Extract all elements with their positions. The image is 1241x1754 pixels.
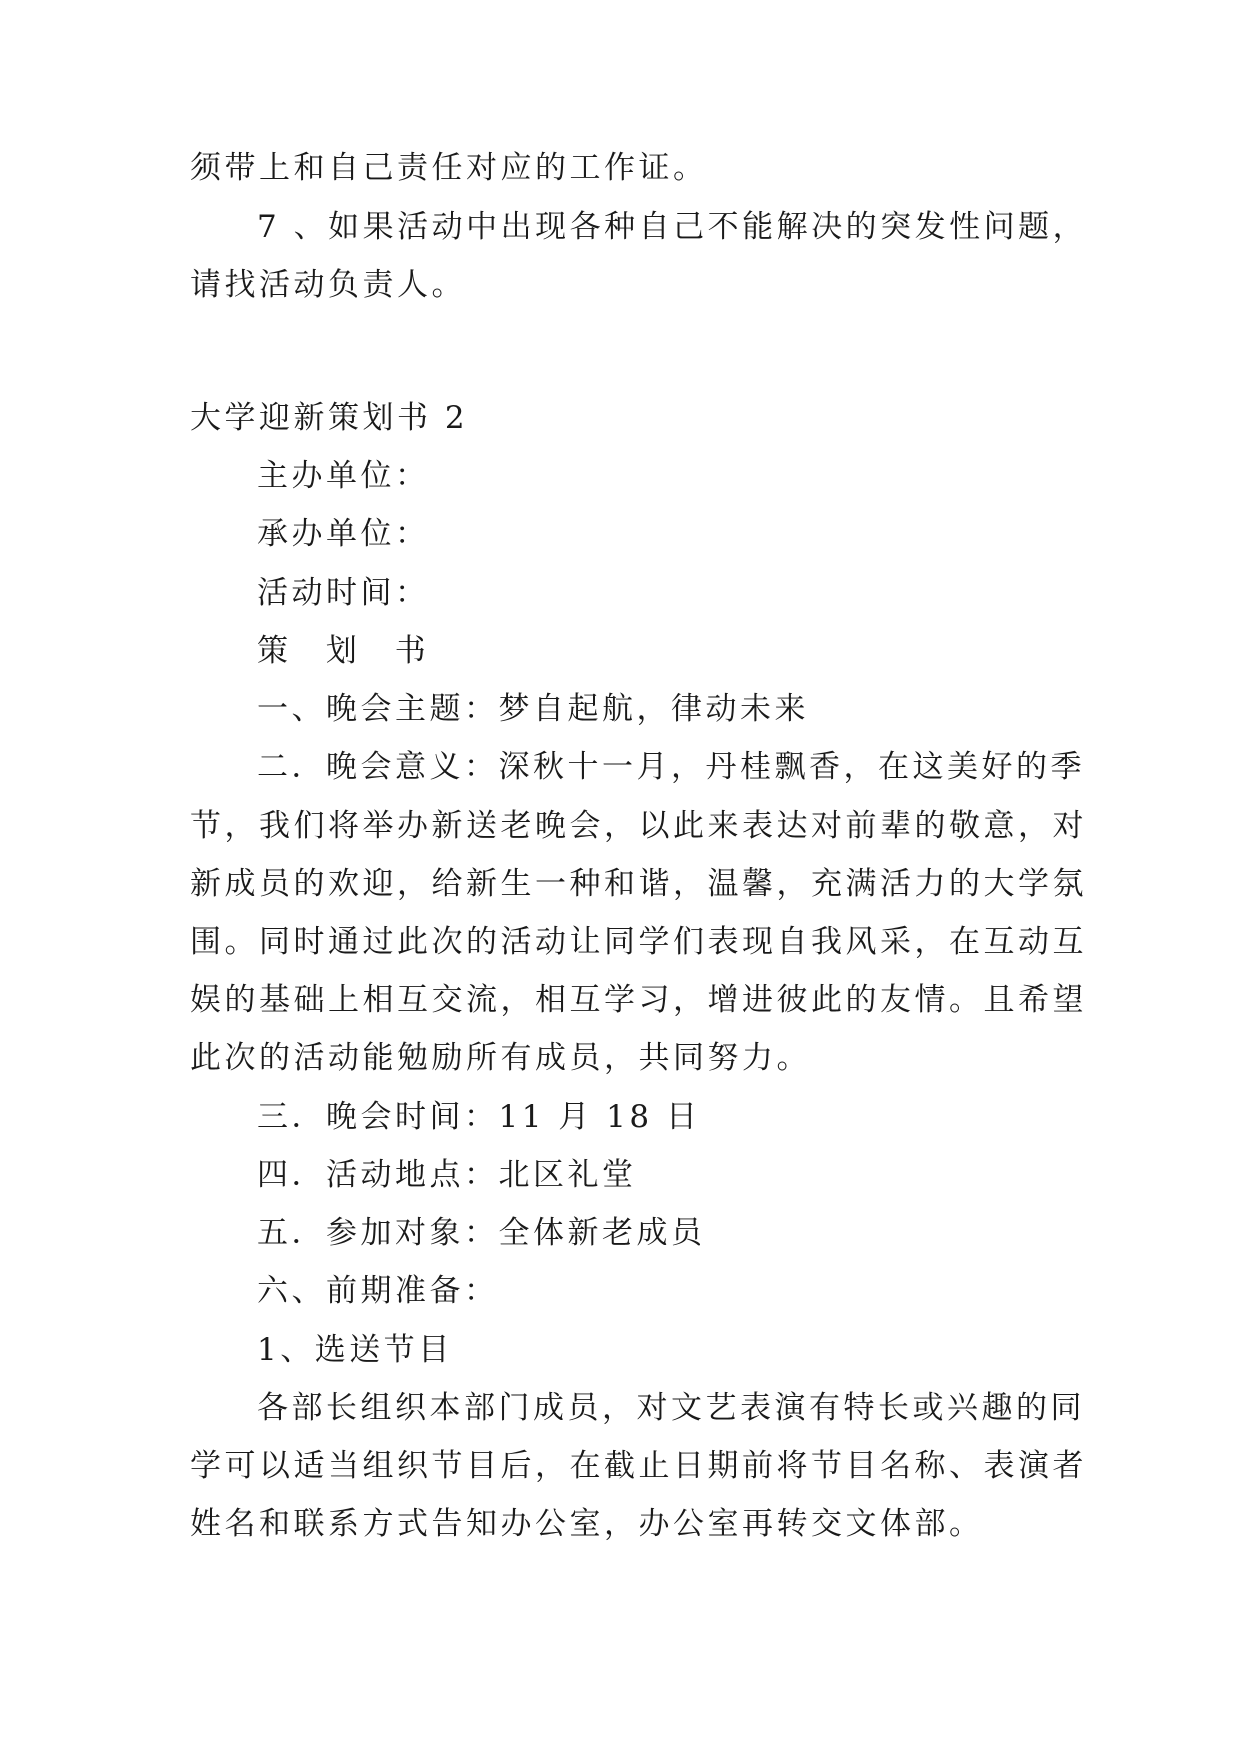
item-significance: 二．晚会意义：深秋十一月，丹桂飘香，在这美好的季 [257, 749, 1085, 785]
paragraph-line: 姓名和联系方式告知办公室，办公室再转交文体部。 [190, 1506, 984, 1542]
section-title: 大学迎新策划书 2 [190, 400, 469, 436]
item-participants: 五．参加对象：全体新老成员 [257, 1215, 706, 1251]
paragraph-line: 须带上和自己责任对应的工作证。 [190, 150, 708, 186]
paragraph-line: 请找活动负责人。 [190, 267, 466, 303]
item-preparation: 六、前期准备： [257, 1273, 499, 1309]
organizer-label: 主办单位： [257, 458, 430, 494]
plan-heading: 策 划 书 [257, 633, 440, 669]
paragraph-line: 7 、如果活动中出现各种自己不能解决的突发性问题， [257, 209, 1088, 245]
activity-time-label: 活动时间： [257, 575, 430, 611]
item-location: 四．活动地点：北区礼堂 [257, 1157, 637, 1193]
paragraph-line: 各部长组织本部门成员，对文艺表演有特长或兴趣的同 [257, 1390, 1085, 1426]
paragraph-line: 此次的活动能勉励所有成员，共同努力。 [190, 1040, 811, 1076]
paragraph-line: 新成员的欢迎，给新生一种和谐，温馨，充满活力的大学氛 [190, 866, 1087, 902]
co-organizer-label: 承办单位： [257, 516, 430, 552]
paragraph-line: 学可以适当组织节目后，在截止日期前将节目名称、表演者 [190, 1448, 1087, 1484]
paragraph-line: 节，我们将举办新送老晚会，以此来表达对前辈的敬意，对 [190, 808, 1087, 844]
item-time: 三．晚会时间：11 月 18 日 [257, 1099, 701, 1135]
paragraph-line: 娱的基础上相互交流，相互学习，增进彼此的友情。且希望 [190, 982, 1087, 1018]
item-theme: 一、晚会主题：梦自起航，律动未来 [257, 691, 809, 727]
subitem-programs: 1、选送节目 [257, 1332, 453, 1368]
paragraph-line: 围。同时通过此次的活动让同学们表现自我风采，在互动互 [190, 924, 1087, 960]
